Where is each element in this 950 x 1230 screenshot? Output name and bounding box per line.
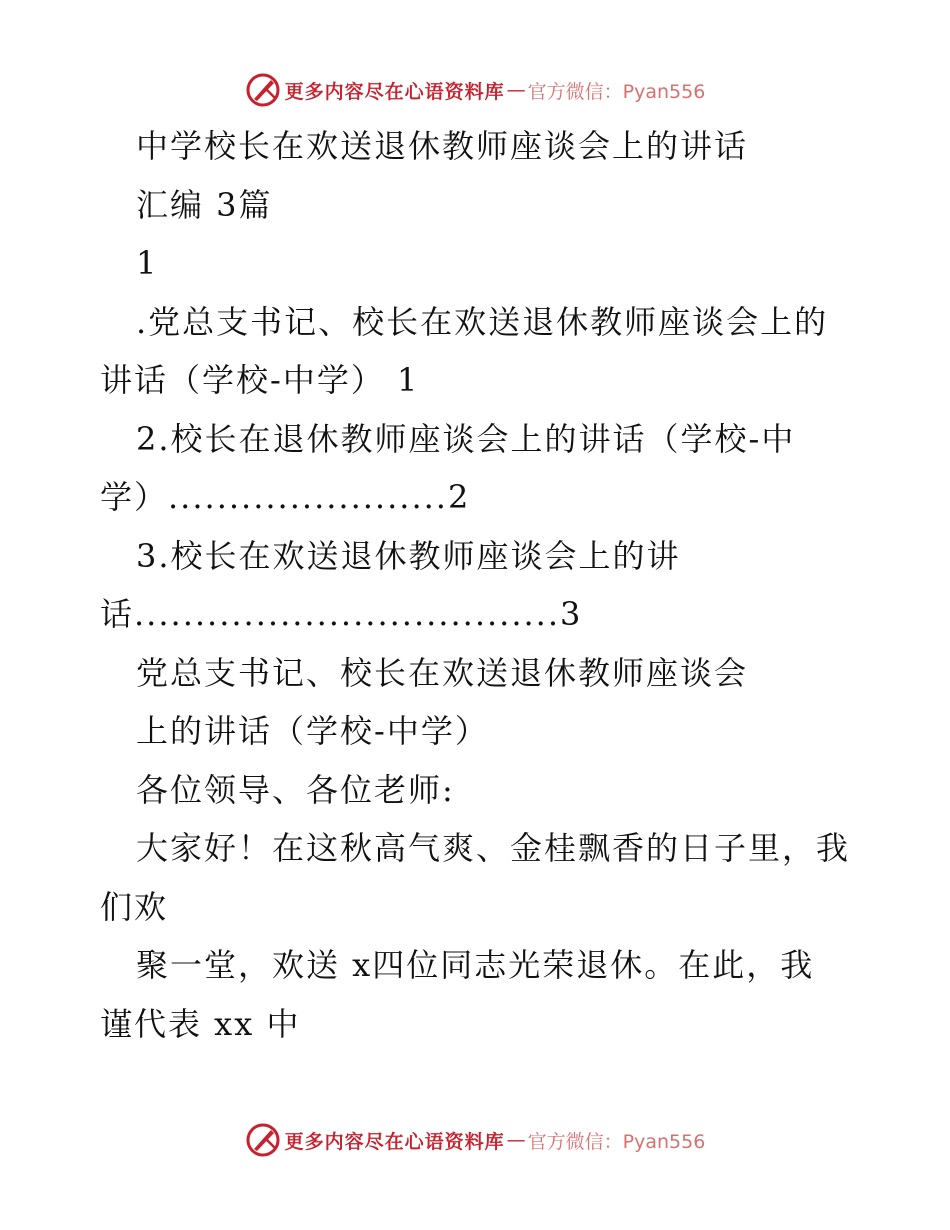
toc-item-3-line-2: 话...................................3	[100, 595, 583, 633]
banner-separator: —	[506, 79, 526, 101]
banner-wechat-text: 官方微信：Pyan556	[527, 1130, 706, 1153]
paragraph-1-line-1: 大家好！在这秋高气爽、金桂飘香的日子里，我	[136, 829, 851, 867]
toc-item-2-line-1: 2.校长在退休教师座谈会上的讲话（学校-中	[136, 420, 796, 458]
toc-item-3-line-1: 3.校长在欢送退休教师座谈会上的讲	[136, 537, 681, 575]
quill-seal-icon	[245, 1122, 281, 1158]
paragraph-2-line-2: 谨代表 xx 中	[100, 1005, 301, 1043]
banner-main-text: 更多内容尽在心语资料库	[284, 1130, 505, 1153]
banner-wechat-text: 官方微信：Pyan556	[527, 80, 706, 103]
document-title-line-1: 中学校长在欢送退休教师座谈会上的讲话	[136, 127, 749, 165]
toc-number: 1	[136, 244, 159, 282]
footer-banner	[0, 1120, 950, 1160]
banner-separator: —	[506, 1129, 526, 1151]
section-title-line-2: 上的讲话（学校-中学）	[136, 712, 489, 750]
paragraph-2-line-1: 聚一堂，欢送 x四位同志光荣退休。在此，我	[136, 946, 815, 984]
document-title-line-2: 汇编 3篇	[136, 186, 273, 224]
banner-main-text: 更多内容尽在心语资料库	[284, 80, 505, 103]
quill-seal-icon	[245, 72, 281, 108]
paragraph-1-line-2: 们欢	[100, 888, 169, 926]
toc-item-1-line-1: .党总支书记、校长在欢送退休教师座谈会上的	[136, 303, 829, 341]
section-title-line-1: 党总支书记、校长在欢送退休教师座谈会	[136, 654, 749, 692]
toc-item-2-line-2: 学）.......................2	[100, 478, 471, 516]
header-banner	[0, 70, 950, 110]
toc-item-1-line-2: 讲话（学校-中学） 1	[100, 361, 420, 399]
greeting: 各位领导、各位老师:	[136, 771, 455, 809]
